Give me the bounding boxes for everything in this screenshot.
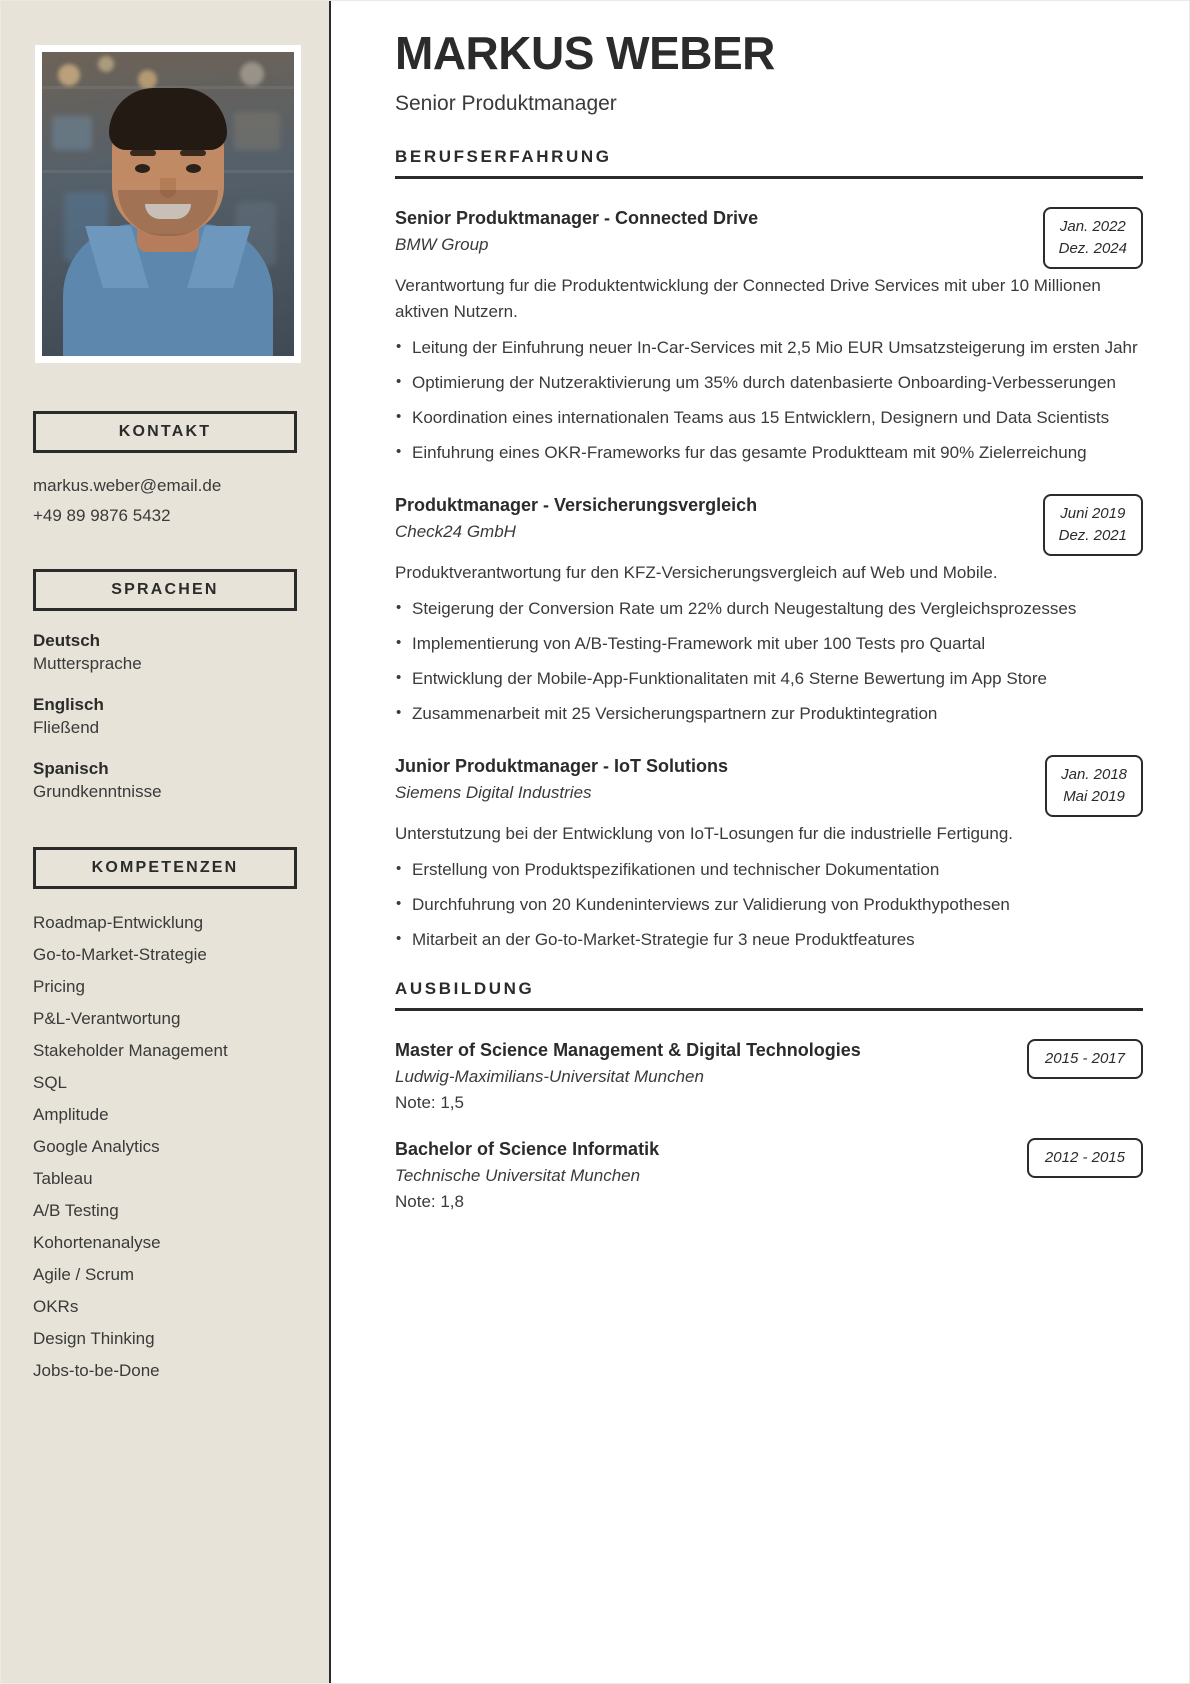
experience-date-badge [1043,207,1143,269]
skill-item: Tableau [33,1169,93,1188]
sidebar-heading-kompetenzen: KOMPETENZEN [33,847,297,889]
language-name: Deutsch [33,631,101,650]
education-date-badge: 2015 - 2017 [1027,1039,1143,1079]
education-grade: Note: 1,8 [395,1192,464,1211]
language-item [33,693,297,739]
section-heading-berufserfahrung: BERUFSERFAHRUNG [395,147,1143,179]
skill-item: Agile / Scrum [33,1265,135,1284]
experience-entry [395,492,1143,727]
language-name: Spanisch [33,759,109,778]
skill-item: A/B Testing [33,1201,119,1220]
job-role-subtitle: Senior Produktmanager [395,92,617,115]
skill-item: Pricing [33,977,85,996]
bullet-item: • Koordination eines internationalen Teams aus 15 Entwicklern, Designern und Data Scientists [395,405,1143,431]
skill-item: Roadmap-Entwicklung [33,913,204,932]
skills-list [33,907,297,1387]
bullet-item: • Einfuhrung eines OKR-Frameworks fur das gesamte Produktteam mit 90% Zielerreichung [395,440,1143,466]
experience-title: Junior Produktmanager - IoT Solutions [395,756,729,776]
bullet-item: • Leitung der Einfuhrung neuer In-Car-Services mit 2,5 Mio EUR Umsatzsteigerung im ersten Jahr [395,335,1143,361]
skill-item: Kohortenanalyse [33,1233,161,1252]
contact-phone[interactable]: +49 89 9876 5432 [33,506,171,525]
experience-bullets [395,857,1143,953]
experience-date-badge [1045,755,1143,817]
skill-item: Design Thinking [33,1329,155,1348]
experience-date-badge [1043,494,1143,556]
language-item [33,757,297,803]
date-start: Juni 2019 [1060,505,1126,522]
experience-entry [395,205,1143,466]
languages-list [33,629,297,803]
sidebar-heading-kontakt: KONTAKT [33,411,297,453]
experience-bullets [395,335,1143,466]
skill-item: Amplitude [33,1105,109,1124]
skill-item: Google Analytics [33,1137,160,1156]
experience-title: Senior Produktmanager - Connected Drive [395,208,759,228]
experience-title: Produktmanager - Versicherungsvergleich [395,495,758,515]
education-degree: Master of Science Management & Digital Technologies [395,1040,861,1060]
date-end: Dez. 2021 [1058,527,1127,544]
education-degree: Bachelor of Science Informatik [395,1139,660,1159]
photo-face [112,94,224,234]
experience-bullets [395,596,1143,727]
bullet-item: • Optimierung der Nutzeraktivierung um 35% durch datenbasierte Onboarding-Verbesserungen [395,370,1143,396]
language-level: Muttersprache [33,654,142,673]
skill-item: Stakeholder Management [33,1041,228,1060]
education-school: Technische Universitat Munchen [395,1166,641,1185]
profile-photo-frame [35,45,301,363]
date-start: Jan. 2018 [1061,766,1127,783]
bullet-item: • Zusammenarbeit mit 25 Versicherungspartnern zur Produktintegration [395,701,1143,727]
experience-company: Check24 GmbH [395,522,516,541]
main-content [331,1,1189,1683]
contact-email[interactable]: markus.weber@email.de [33,476,222,495]
education-school: Ludwig-Maximilians-Universitat Munchen [395,1067,704,1086]
bullet-item: • Entwicklung der Mobile-App-Funktionalitaten mit 4,6 Sterne Bewertung im App Store [395,666,1143,692]
education-date-badge: 2012 - 2015 [1027,1138,1143,1178]
experience-summary: Produktverantwortung fur den KFZ-Versicherungsvergleich auf Web und Mobile. [395,563,998,582]
experience-entry [395,753,1143,953]
section-heading-ausbildung: AUSBILDUNG [395,979,1143,1011]
skill-item: P&L-Verantwortung [33,1009,181,1028]
skill-item: OKRs [33,1297,79,1316]
experience-summary: Unterstutzung bei der Entwicklung von IoT-Losungen fur die industrielle Fertigung. [395,824,1014,843]
bullet-item: • Erstellung von Produktspezifikationen und technischer Dokumentation [395,857,1143,883]
profile-photo [42,52,294,356]
sidebar [1,1,331,1683]
bullet-item: • Steigerung der Conversion Rate um 22% durch Neugestaltung des Vergleichsprozesses [395,596,1143,622]
date-end: Dez. 2024 [1058,240,1127,257]
skill-item: Go-to-Market-Strategie [33,945,207,964]
experience-company: Siemens Digital Industries [395,783,592,802]
date-start: Jan. 2022 [1059,218,1126,235]
bullet-item: • Durchfuhrung von 20 Kundeninterviews zur Validierung von Produkthypothesen [395,892,1143,918]
language-level: Fließend [33,718,100,737]
experience-summary: Verantwortung fur die Produktentwicklung der Connected Drive Services mit uber 10 Millionen aktiven Nutzern. [395,276,1101,321]
language-item [33,629,297,675]
date-end: Mai 2019 [1063,788,1125,805]
education-entry [395,1037,1143,1116]
education-entry [395,1136,1143,1215]
sidebar-heading-sprachen: SPRACHEN [33,569,297,611]
education-grade: Note: 1,5 [395,1093,464,1112]
experience-company: BMW Group [395,235,489,254]
bullet-item: • Implementierung von A/B-Testing-Framework mit uber 100 Tests pro Quartal [395,631,1143,657]
skill-item: Jobs-to-be-Done [33,1361,160,1380]
page-title: MARKUS WEBER [395,27,775,79]
language-level: Grundkenntnisse [33,782,162,801]
skill-item: SQL [33,1073,68,1092]
language-name: Englisch [33,695,104,714]
bullet-item: • Mitarbeit an der Go-to-Market-Strategie fur 3 neue Produktfeatures [395,927,1143,953]
